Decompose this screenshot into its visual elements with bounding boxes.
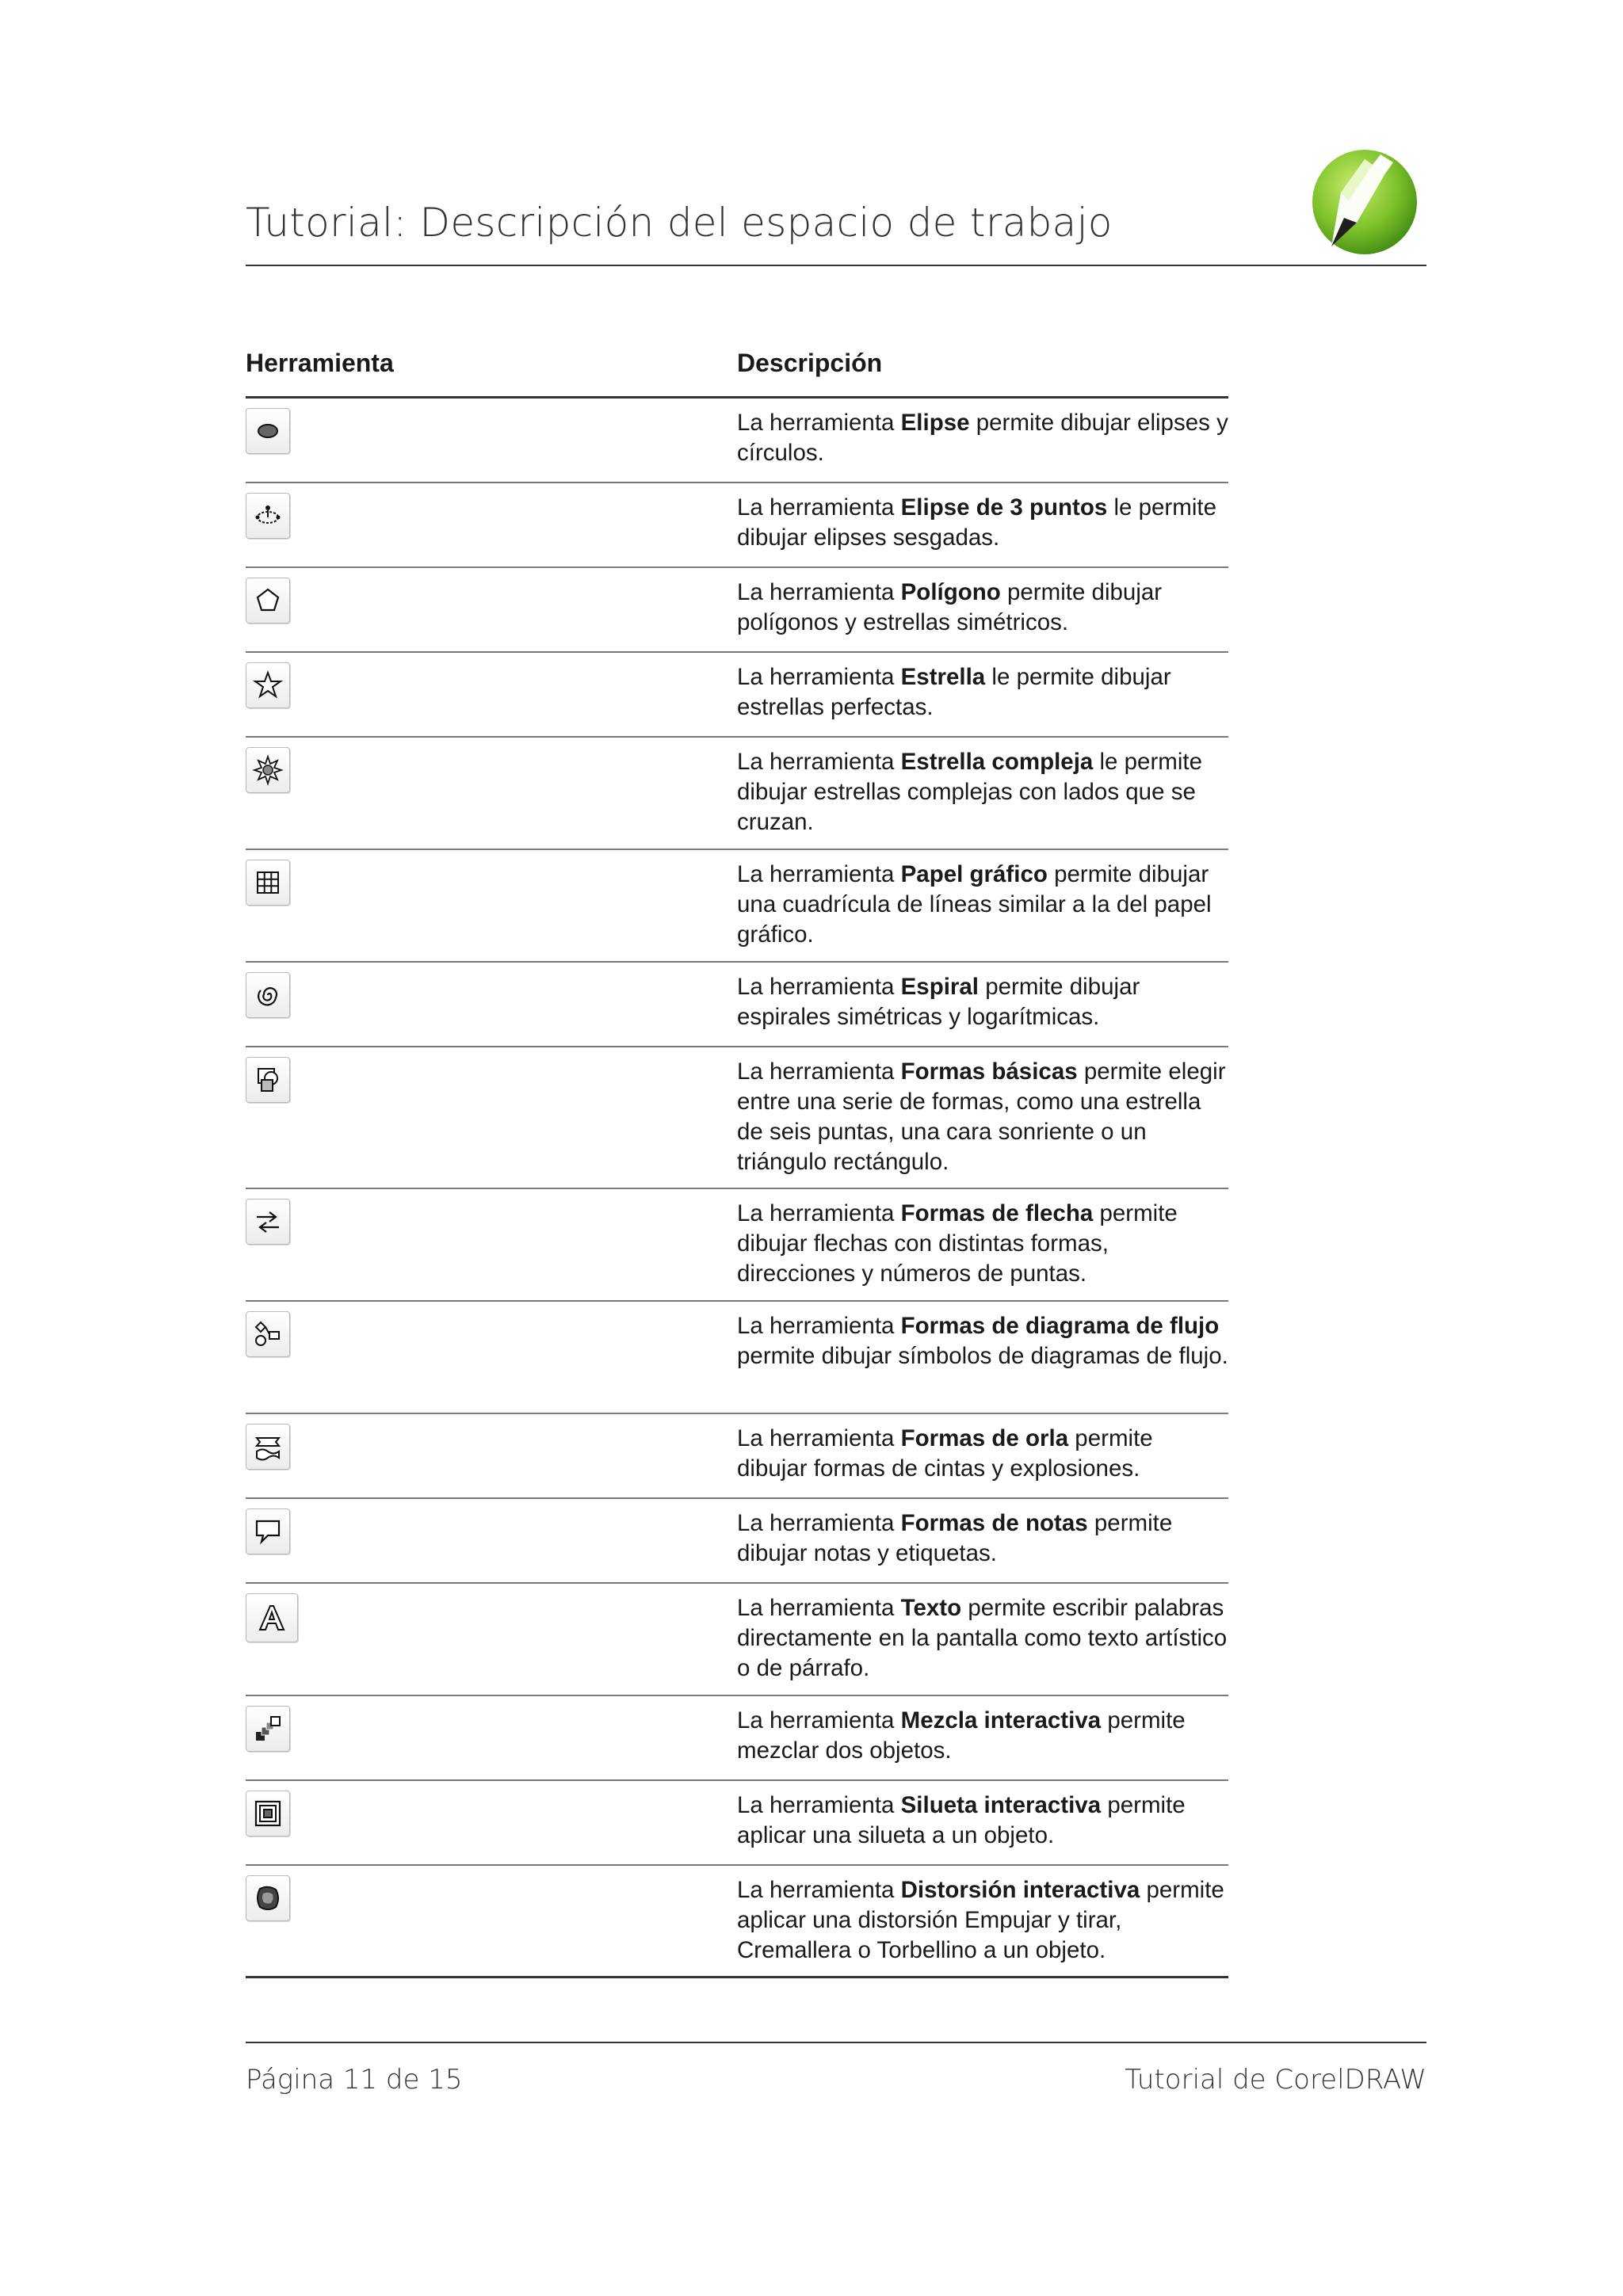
- page-title: Tutorial: Descripción del espacio de trabajo: [246, 200, 1113, 246]
- tool-name: Estrella: [900, 664, 986, 690]
- ellipse-icon: [246, 408, 290, 454]
- row-description: La herramienta Estrella compleja le permite dibujar estrellas complejas con lados que se cruzan.: [737, 749, 1203, 835]
- tool-name: Formas básicas: [900, 1058, 1078, 1085]
- banner-shapes-icon: [246, 1424, 290, 1470]
- row-description: La herramienta Elipse de 3 puntos le permite dibujar elipses sesgadas.: [737, 494, 1216, 551]
- tool-name: Texto: [900, 1595, 962, 1621]
- polygon-icon: [246, 578, 290, 624]
- row-description: La herramienta Formas de diagrama de flujo permite dibujar símbolos de diagramas de flujo.: [737, 1313, 1228, 1369]
- tool-name: Silueta interactiva: [900, 1792, 1102, 1818]
- row-description: La herramienta Formas de orla permite dibujar formas de cintas y explosiones.: [737, 1425, 1153, 1482]
- document-title: Tutorial de CorelDRAW: [1125, 2064, 1426, 2096]
- row-description: La herramienta Silueta interactiva permite aplicar una silueta a un objeto.: [737, 1792, 1186, 1848]
- table-row: [246, 738, 1228, 850]
- row-description: La herramienta Texto permite escribir palabras directamente en la pantalla como texto artístico o de párrafo.: [737, 1595, 1228, 1681]
- table-row: [246, 1866, 1228, 1978]
- callout-shapes-icon: [246, 1508, 290, 1554]
- tool-name: Estrella compleja: [900, 749, 1094, 775]
- tool-name: Formas de notas: [900, 1510, 1088, 1536]
- tool-name: Formas de flecha: [900, 1200, 1094, 1226]
- star-icon: [246, 662, 290, 708]
- tool-name: Espiral: [900, 974, 980, 1000]
- table-row: [246, 1696, 1228, 1781]
- table-row: [246, 568, 1228, 653]
- table-row: [246, 1499, 1228, 1584]
- table-row: [246, 653, 1228, 738]
- basic-shapes-icon: [246, 1057, 290, 1103]
- row-description: La herramienta Estrella le permite dibujar estrellas perfectas.: [737, 664, 1171, 720]
- table-row: [246, 483, 1228, 568]
- table-row: [246, 1781, 1228, 1866]
- page-number: Página 11 de 15: [246, 2064, 463, 2096]
- footer-rule: [246, 2042, 1426, 2043]
- row-description: La herramienta Espiral permite dibujar espirales simétricas y logarítmicas.: [737, 974, 1140, 1030]
- table-row: [246, 1414, 1228, 1499]
- tool-name: Elipse: [900, 410, 970, 436]
- tool-name: Polígono: [900, 579, 1001, 605]
- header-rule: [246, 265, 1426, 266]
- row-description: La herramienta Mezcla interactiva permite mezclar dos objetos.: [737, 1707, 1186, 1764]
- table-row: [246, 1047, 1228, 1189]
- row-description: La herramienta Distorsión interactiva permite aplicar una distorsión Empujar y tirar, Cremallera o Torbellino a un objeto.: [737, 1877, 1224, 1963]
- coreldraw-logo-icon: [1309, 145, 1420, 256]
- table-row: [246, 1584, 1228, 1696]
- table-row: [246, 963, 1228, 1047]
- graph-paper-icon: [246, 860, 290, 906]
- interactive-distortion-icon: [246, 1875, 290, 1921]
- column-header-description: Descripción: [737, 349, 883, 377]
- table-row: [246, 850, 1228, 963]
- tool-name: Elipse de 3 puntos: [900, 494, 1108, 521]
- table-row: [246, 399, 1228, 483]
- tool-name: Formas de diagrama de flujo: [900, 1313, 1220, 1339]
- tool-name: Formas de orla: [900, 1425, 1069, 1451]
- tool-name: Mezcla interactiva: [900, 1707, 1102, 1733]
- column-header-tool: Herramienta: [246, 349, 394, 377]
- row-description: La herramienta Papel gráfico permite dibujar una cuadrícula de líneas similar a la del papel gráfico.: [737, 861, 1212, 948]
- tool-name: Papel gráfico: [900, 861, 1048, 887]
- row-description: La herramienta Formas de notas permite dibujar notas y etiquetas.: [737, 1510, 1173, 1566]
- tool-name: Distorsión interactiva: [900, 1877, 1140, 1903]
- three-point-ellipse-icon: [246, 493, 290, 539]
- row-description: La herramienta Formas de flecha permite dibujar flechas con distintas formas, direcciones y números de puntas.: [737, 1200, 1178, 1287]
- complex-star-icon: [246, 747, 290, 793]
- interactive-blend-icon: [246, 1706, 290, 1752]
- tools-table: [246, 342, 1228, 1978]
- row-description: La herramienta Elipse permite dibujar elipses y círculos.: [737, 410, 1228, 466]
- row-description: La herramienta Polígono permite dibujar polígonos y estrellas simétricos.: [737, 579, 1163, 635]
- table-row: [246, 1302, 1228, 1414]
- arrow-shapes-icon: [246, 1199, 290, 1245]
- interactive-contour-icon: [246, 1791, 290, 1836]
- table-header: [246, 342, 1228, 399]
- flowchart-shapes-icon: [246, 1311, 290, 1357]
- text-tool-icon: [246, 1593, 298, 1642]
- spiral-icon: [246, 972, 290, 1018]
- table-row: [246, 1189, 1228, 1302]
- row-description: La herramienta Formas básicas permite elegir entre una serie de formas, como una estrella de seis puntas, una cara sonriente o un triángulo rectángulo.: [737, 1058, 1226, 1175]
